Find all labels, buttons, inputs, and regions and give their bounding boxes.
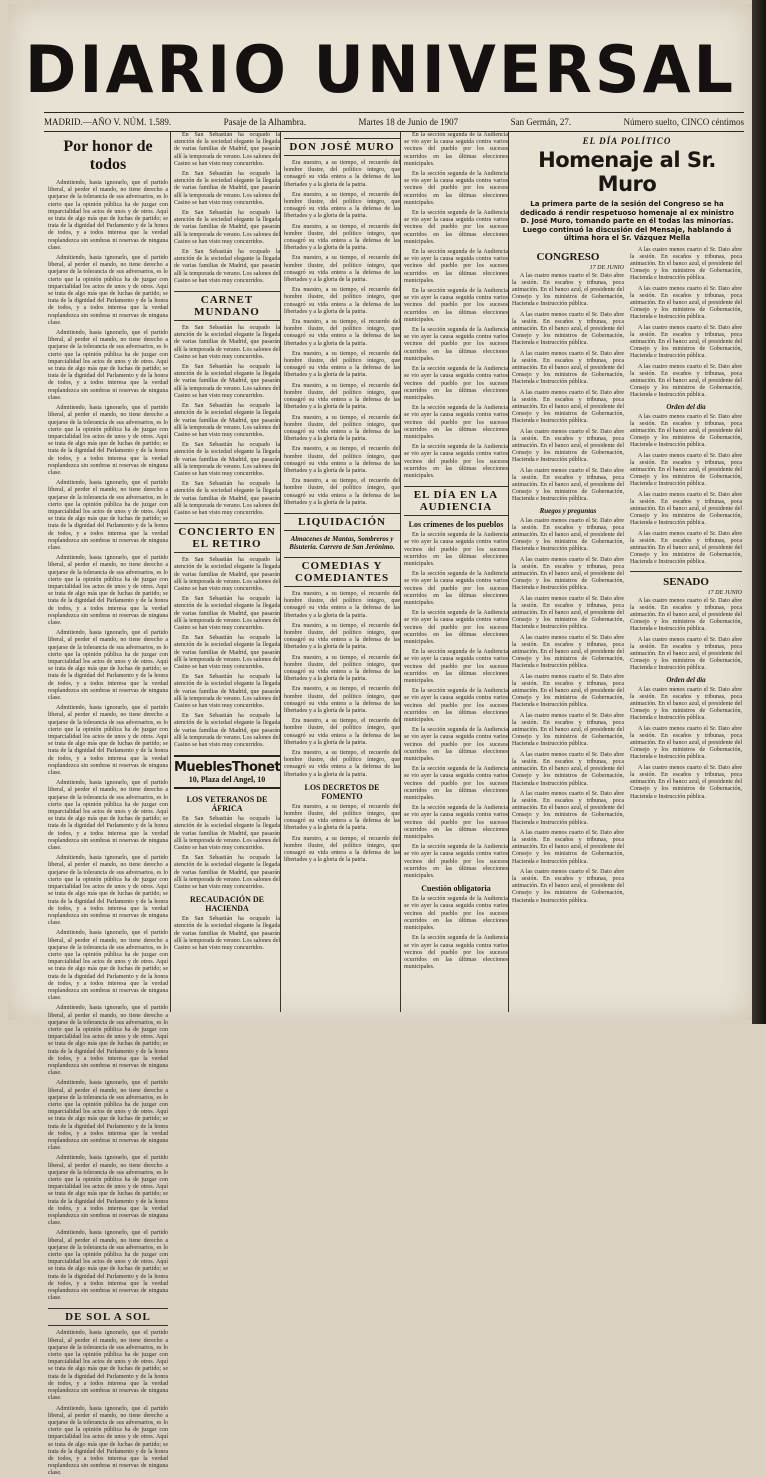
article-body: Era nuestro, a su tiempo, el recuerdo del hombre ilustre, del político íntegro, que consagró su vida entera a la defensa de las libertades y a la gloria de la patria.	[284, 223, 400, 252]
article-body: En la sección segunda de la Audiencia se vio ayer la causa seguida contra varios vecinos del pueblo por los sucesos ocurridos en las últimas elecciones municipales.	[404, 649, 508, 684]
article-body: A las cuatro menos cuarto el Sr. Dato abre la sesión. En escaños y tribunas, poca animación. En el banco azul, el presidente del Consejo y los ministros de Gobernación, Hacienda e Instrucción pública.	[630, 285, 742, 321]
subsection-title: Los crímenes de los pueblos	[408, 520, 504, 530]
section-title: LOS DECRETOS DE FOMENTO	[304, 782, 380, 801]
section-date: 17 DE JUNIO	[589, 264, 624, 271]
article-body: A las cuatro menos cuarto el Sr. Dato abre la sesión. En escaños y tribunas, poca animación. En el banco azul, el presidente del Consejo y los ministros de Gobernación, Hacienda e Instrucción pública.	[512, 272, 624, 308]
article-body: Era nuestro, a su tiempo, el recuerdo del hombre ilustre, del político íntegro, que consagró su vida entera a la defensa de las libertades y a la gloria de la patria.	[284, 803, 400, 832]
column-5	[512, 132, 742, 1007]
article-body: A las cuatro menos cuarto el Sr. Dato abre la sesión. En escaños y tribunas, poca animación. En el banco azul, el presidente del Consejo y los ministros de Gobernación, Hacienda e Instrucción pública.	[512, 467, 624, 503]
article-body: En San Sebastián ha ocupado la atención de la sociedad elegante la llegada de varias familias de Madrid, que pasarán allí la temporada de verano. Los salones del Casino se han visto muy concurridos.	[174, 916, 280, 952]
article-body: Admitiendo, hasta ignorarlo, que el partido liberal, al perder el mando, no tiene derecho a quejarse de la tolerancia de sus adversarios, es lo cierto que la opinión pública ha de juzgar con imparcialidad los actos de unos y de otros. Aquí se trata de algo más que de luchas de partido; se trata de la dignidad del Parlamento y de la honra de todos, y a todos interesa que la verdad resplandezca sin sombras ni reservas de ninguna clase.	[48, 180, 168, 251]
article-body: Era nuestro, a su tiempo, el recuerdo del hombre ilustre, del político íntegro, que consagró su vida entera a la defensa de las libertades y a la gloria de la patria.	[284, 835, 400, 864]
article-body: A las cuatro menos cuarto el Sr. Dato abre la sesión. En escaños y tribunas, poca animación. En el banco azul, el presidente del Consejo y los ministros de Gobernación, Hacienda e Instrucción pública.	[512, 712, 624, 748]
section-kicker: EL DÍA POLÍTICO	[582, 136, 672, 146]
issue-date: Martes 18 de Junio de 1907	[358, 117, 459, 127]
article-body: Era nuestro, a su tiempo, el recuerdo del hombre ilustre, del político íntegro, que consagró su vida entera a la defensa de las libertades y a la gloria de la patria.	[284, 414, 400, 443]
article-body: Admitiendo, hasta ignorarlo, que el partido liberal, al perder el mando, no tiene derecho a quejarse de la tolerancia de sus adversarios, es lo cierto que la opinión pública ha de juzgar con imparcialidad los actos de unos y de otros. Aquí se trata de algo más que de luchas de partido; se trata de la dignidad del Parlamento y de la honra de todos, y a todos interesa que la verdad resplandezca sin sombras ni reservas de ninguna clase.	[48, 1080, 168, 1152]
subsection-title: Orden del día	[666, 402, 706, 411]
price: Número suelto, CINCO céntimos	[623, 117, 744, 127]
article-body: Admitiendo, hasta ignorarlo, que el partido liberal, al perder el mando, no tiene derecho a quejarse de la tolerancia de sus adversarios, es lo cierto que la opinión pública ha de juzgar con imparcialidad los actos de unos y de otros. Aquí se trata de algo más que de luchas de partido; se trata de la dignidad del Parlamento y de la honra de todos, y a todos interesa que la verdad resplandezca sin sombras ni reservas de ninguna clase.	[48, 1230, 168, 1302]
article-body: Era nuestro, a su tiempo, el recuerdo del hombre ilustre, del político íntegro, que consagró su vida entera a la defensa de las libertades y a la gloria de la patria.	[284, 654, 400, 683]
column-2	[174, 132, 280, 1007]
article-body: A las cuatro menos cuarto el Sr. Dato abre la sesión. En escaños y tribunas, poca animación. En el banco azul, el presidente del Consejo y los ministros de Gobernación, Hacienda e Instrucción pública.	[512, 428, 624, 464]
article-body: En la sección segunda de la Audiencia se vio ayer la causa seguida contra varios vecinos del pueblo por los sucesos ocurridos en las últimas elecciones municipales.	[404, 405, 508, 440]
article-body: Admitiendo, hasta ignorarlo, que el partido liberal, al perder el mando, no tiene derecho a quejarse de la tolerancia de sus adversarios, es lo cierto que la opinión pública ha de juzgar con imparcialidad los actos de unos y de otros. Aquí se trata de algo más que de luchas de partido; se trata de la dignidad del Parlamento y de la honra de todos, y a todos interesa que la verdad resplandezca sin sombras ni reservas de ninguna clase.	[48, 630, 168, 702]
article-body: En la sección segunda de la Audiencia se vio ayer la causa seguida contra varios vecinos del pueblo por los sucesos ocurridos en las últimas elecciones municipales.	[404, 727, 508, 763]
section-title: LOS VETERANOS DE ÁFRICA	[186, 795, 268, 814]
article-body: En San Sebastián ha ocupado la atención de la sociedad elegante la llegada de varias familias de Madrid, que pasarán allí la temporada de verano. Los salones del Casino se han visto muy concurridos.	[174, 481, 280, 516]
article-body: Admitiendo, hasta ignorarlo, que el partido liberal, al perder el mando, no tiene derecho a quejarse de la tolerancia de sus adversarios, es lo cierto que la opinión pública ha de juzgar con imparcialidad los actos de unos y de otros. Aquí se trata de algo más que de luchas de partido; se trata de la dignidad del Parlamento y de la honra de todos, y a todos interesa que la verdad resplandezca sin sombras ni reservas de ninguna clase.	[48, 1405, 168, 1477]
article-body: A las cuatro menos cuarto el Sr. Dato abre la sesión. En escaños y tribunas, poca animación. En el banco azul, el presidente del Consejo y los ministros de Gobernación, Hacienda e Instrucción pública.	[512, 868, 624, 904]
section-title: EL DÍA EN LA AUDIENCIA	[404, 486, 508, 516]
article-body: En San Sebastián ha ocupado la atención de la sociedad elegante la llegada de varias familias de Madrid, que pasarán allí la temporada de verano. Los salones del Casino se han visto muy concurridos.	[174, 557, 280, 592]
article-body: Era nuestro, a su tiempo, el recuerdo del hombre ilustre, del político íntegro, que consagró su vida entera a la defensa de las libertades y a la gloria de la patria.	[284, 478, 400, 506]
divider	[630, 571, 742, 572]
article-body: En la sección segunda de la Audiencia se vio ayer la causa seguida contra varios vecinos del pueblo por los sucesos ocurridos en las últimas elecciones municipales.	[404, 844, 508, 880]
section-title: DON JOSÉ MURO	[284, 138, 400, 156]
article-body: En la sección segunda de la Audiencia se vio ayer la causa seguida contra varios vecinos del pueblo por los sucesos ocurridos en las últimas elecciones municipales.	[404, 805, 508, 841]
article-body: En la sección segunda de la Audiencia se vio ayer la causa seguida contra varios vecinos del pueblo por los sucesos ocurridos en las últimas elecciones municipales.	[404, 210, 508, 245]
article-body: En San Sebastián ha ocupado la atención de la sociedad elegante la llegada de varias familias de Madrid, que pasarán allí la temporada de verano. Los salones del Casino se han visto muy concurridos.	[174, 249, 280, 284]
headline-deck: La primera parte de la sesión del Congreso se ha dedicado á rendir respetuoso homenaje al ex ministro D. José Muro, tomando parte en él todas las minorías. Luego continuó la discusión del Mensaje, hablando á última hora el Sr. Vázquez Mella	[520, 200, 734, 242]
article-body: Era nuestro, a su tiempo, el recuerdo del hombre ilustre, del político íntegro, que consagró su vida entera a la defensa de las libertades y a la gloria de la patria.	[284, 686, 400, 714]
article-body: A las cuatro menos cuarto el Sr. Dato abre la sesión. En escaños y tribunas, poca animación. En el banco azul, el presidente del Consejo y los ministros de Gobernación, Hacienda e Instrucción pública.	[512, 673, 624, 709]
article-body: A las cuatro menos cuarto el Sr. Dato abre la sesión. En escaños y tribunas, poca animación. En el banco azul, el presidente del Consejo y los ministros de Gobernación, Hacienda e Instrucción pública.	[630, 597, 742, 633]
subsection-title: SENADO	[663, 575, 709, 588]
subcolumn-right	[630, 247, 742, 908]
article-body: A las cuatro menos cuarto el Sr. Dato abre la sesión. En escaños y tribunas, poca animación. En el banco azul, el presidente del Consejo y los ministros de Gobernación, Hacienda e Instrucción pública.	[630, 491, 742, 527]
issue-number: MADRID.—AÑO V. NÚM. 1.589.	[44, 117, 172, 127]
newspaper-page	[8, 4, 753, 1477]
article-body: En la sección segunda de la Audiencia se vio ayer la causa seguida contra varios vecinos del pueblo por los sucesos ocurridos en las últimas elecciones municipales.	[404, 327, 508, 362]
article-body: Era nuestro, a su tiempo, el recuerdo del hombre ilustre, del político íntegro, que consagró su vida entera a la defensa de las libertades y a la gloria de la patria.	[284, 319, 400, 347]
article-body: Era nuestro, a su tiempo, el recuerdo del hombre ilustre, del político íntegro, que consagró su vida entera a la defensa de las libertades y a la gloria de la patria.	[284, 622, 400, 651]
article-body: En la sección segunda de la Audiencia se vio ayer la causa seguida contra varios vecinos del pueblo por los sucesos ocurridos en las últimas elecciones municipales.	[404, 288, 508, 323]
article-body: Era nuestro, a su tiempo, el recuerdo del hombre ilustre, del político íntegro, que consagró su vida entera a la defensa de las libertades y a la gloria de la patria.	[284, 590, 400, 619]
article-body: Admitiendo, hasta ignorarlo, que el partido liberal, al perder el mando, no tiene derecho a quejarse de la tolerancia de sus adversarios, es lo cierto que la opinión pública ha de juzgar con imparcialidad los actos de unos y de otros. Aquí se trata de algo más que de luchas de partido; se trata de la dignidad del Parlamento y de la honra de todos, y a todos interesa que la verdad resplandezca sin sombras ni reservas de ninguna clase.	[48, 1330, 168, 1402]
book-spine	[752, 0, 766, 1024]
advertisement-thonet	[174, 755, 280, 789]
article-body: Admitiendo, hasta ignorarlo, que el partido liberal, al perder el mando, no tiene derecho a quejarse de la tolerancia de sus adversarios, es lo cierto que la opinión pública ha de juzgar con imparcialidad los actos de unos y de otros. Aquí se trata de algo más que de luchas de partido; se trata de la dignidad del Parlamento y de la honra de todos, y a todos interesa que la verdad resplandezca sin sombras ni reservas de ninguna clase.	[48, 1005, 168, 1077]
article-body: En la sección segunda de la Audiencia se vio ayer la causa seguida contra varios vecinos del pueblo por los sucesos ocurridos en las últimas elecciones municipales.	[404, 766, 508, 802]
article-body: En San Sebastián ha ocupado la atención de la sociedad elegante la llegada de varias familias de Madrid, que pasarán allí la temporada de verano. Los salones del Casino se han visto muy concurridos.	[174, 364, 280, 399]
article-body: Era nuestro, a su tiempo, el recuerdo del hombre ilustre, del político íntegro, que consagró su vida entera a la defensa de las libertades y a la gloria de la patria.	[284, 191, 400, 220]
article-body: A las cuatro menos cuarto el Sr. Dato abre la sesión. En escaños y tribunas, poca animación. En el banco azul, el presidente del Consejo y los ministros de Gobernación, Hacienda e Instrucción pública.	[630, 764, 742, 800]
subsection-title: Orden del día	[666, 675, 706, 684]
article-body: A las cuatro menos cuarto el Sr. Dato abre la sesión. En escaños y tribunas, poca animación. En el banco azul, el presidente del Consejo y los ministros de Gobernación, Hacienda e Instrucción pública.	[512, 751, 624, 787]
address-left: Pasaje de la Alhambra.	[223, 117, 307, 127]
article-body: En la sección segunda de la Audiencia se vio ayer la causa seguida contra varios vecinos del pueblo por los sucesos ocurridos en las últimas elecciones municipales.	[404, 532, 508, 567]
section-title: LIQUIDACIÓN	[284, 513, 400, 531]
section-title: COMEDIAS Y COMEDIANTES	[284, 557, 400, 587]
article-body: A las cuatro menos cuarto el Sr. Dato abre la sesión. En escaños y tribunas, poca animación. En el banco azul, el presidente del Consejo y los ministros de Gobernación, Hacienda e Instrucción pública.	[512, 389, 624, 425]
article-body: Admitiendo, hasta ignorarlo, que el partido liberal, al perder el mando, no tiene derecho a quejarse de la tolerancia de sus adversarios, es lo cierto que la opinión pública ha de juzgar con imparcialidad los actos de unos y de otros. Aquí se trata de algo más que de luchas de partido; se trata de la dignidad del Parlamento y de la honra de todos, y a todos interesa que la verdad resplandezca sin sombras ni reservas de ninguna clase.	[48, 255, 168, 326]
article-body: En la sección segunda de la Audiencia se vio ayer la causa seguida contra varios vecinos del pueblo por los sucesos ocurridos en las últimas elecciones municipales.	[404, 366, 508, 401]
article-body: Era nuestro, a su tiempo, el recuerdo del hombre ilustre, del político íntegro, que consagró su vida entera a la defensa de las libertades y a la gloria de la patria.	[284, 446, 400, 474]
article-body: En San Sebastián ha ocupado la atención de la sociedad elegante la llegada de varias familias de Madrid, que pasarán allí la temporada de verano. Los salones del Casino se han visto muy concurridos.	[174, 132, 280, 167]
column-4	[404, 132, 508, 1007]
article-body: A las cuatro menos cuarto el Sr. Dato abre la sesión. En escaños y tribunas, poca animación. En el banco azul, el presidente del Consejo y los ministros de Gobernación, Hacienda e Instrucción pública.	[630, 725, 742, 761]
section-title: CONCIERTO EN EL RETIRO	[174, 523, 280, 553]
article-body: En San Sebastián ha ocupado la atención de la sociedad elegante la llegada de varias familias de Madrid, que pasarán allí la temporada de verano. Los salones del Casino se han visto muy concurridos.	[174, 403, 280, 438]
section-date: 17 DE JUNIO	[707, 589, 742, 596]
article-body: Era nuestro, a su tiempo, el recuerdo del hombre ilustre, del político íntegro, que consagró su vida entera a la defensa de las libertades y a la gloria de la patria.	[284, 750, 400, 778]
article-body: Era nuestro, a su tiempo, el recuerdo del hombre ilustre, del político íntegro, que consagró su vida entera a la defensa de las libertades y a la gloria de la patria.	[284, 287, 400, 315]
article-body: En San Sebastián ha ocupado la atención de la sociedad elegante la llegada de varias familias de Madrid, que pasarán allí la temporada de verano. Los salones del Casino se han visto muy concurridos.	[174, 816, 280, 852]
article-body: A las cuatro menos cuarto el Sr. Dato abre la sesión. En escaños y tribunas, poca animación. En el banco azul, el presidente del Consejo y los ministros de Gobernación, Hacienda e Instrucción pública.	[512, 790, 624, 826]
article-body: Era nuestro, a su tiempo, el recuerdo del hombre ilustre, del político íntegro, que consagró su vida entera a la defensa de las libertades y a la gloria de la patria.	[284, 350, 400, 379]
article-body: A las cuatro menos cuarto el Sr. Dato abre la sesión. En escaños y tribunas, poca animación. En el banco azul, el presidente del Consejo y los ministros de Gobernación, Hacienda e Instrucción pública.	[630, 413, 742, 449]
ad-text: Almacenes de Mantas, Sombreros y Bisutería. Carrera de San Jerónimo.	[289, 534, 395, 551]
ad-name: MueblesThonet	[174, 760, 281, 776]
subsection-title: Ruegos y preguntas	[539, 506, 597, 515]
article-body: En la sección segunda de la Audiencia se vio ayer la causa seguida contra varios vecinos del pueblo por los sucesos ocurridos en las últimas elecciones municipales.	[404, 610, 508, 645]
article-body: En la sección segunda de la Audiencia se vio ayer la causa seguida contra varios vecinos del pueblo por los sucesos ocurridos en las últimas elecciones municipales.	[404, 896, 508, 932]
article-body: Admitiendo, hasta ignorarlo, que el partido liberal, al perder el mando, no tiene derecho a quejarse de la tolerancia de sus adversarios, es lo cierto que la opinión pública ha de juzgar con imparcialidad los actos de unos y de otros. Aquí se trata de algo más que de luchas de partido; se trata de la dignidad del Parlamento y de la honra de todos, y a todos interesa que la verdad resplandezca sin sombras ni reservas de ninguna clase.	[48, 780, 168, 852]
article-body: Era nuestro, a su tiempo, el recuerdo del hombre ilustre, del político íntegro, que consagró su vida entera a la defensa de las libertades y a la gloria de la patria.	[284, 255, 400, 284]
article-body: En la sección segunda de la Audiencia se vio ayer la causa seguida contra varios vecinos del pueblo por los sucesos ocurridos en las últimas elecciones municipales.	[404, 171, 508, 206]
article-body: A las cuatro menos cuarto el Sr. Dato abre la sesión. En escaños y tribunas, poca animación. En el banco azul, el presidente del Consejo y los ministros de Gobernación, Hacienda e Instrucción pública.	[630, 246, 742, 282]
column-rule	[508, 132, 509, 1012]
article-body: En la sección segunda de la Audiencia se vio ayer la causa seguida contra varios vecinos del pueblo por los sucesos ocurridos en las últimas elecciones municipales.	[404, 688, 508, 724]
column-3	[284, 132, 400, 1007]
column-rule	[280, 132, 281, 1012]
article-body: Admitiendo, hasta ignorarlo, que el partido liberal, al perder el mando, no tiene derecho a quejarse de la tolerancia de sus adversarios, es lo cierto que la opinión pública ha de juzgar con imparcialidad los actos de unos y de otros. Aquí se trata de algo más que de luchas de partido; se trata de la dignidad del Parlamento y de la honra de todos, y a todos interesa que la verdad resplandezca sin sombras ni reservas de ninguna clase.	[48, 330, 168, 401]
article-body: En San Sebastián ha ocupado la atención de la sociedad elegante la llegada de varias familias de Madrid, que pasarán allí la temporada de verano. Los salones del Casino se han visto muy concurridos.	[174, 171, 280, 206]
subsection-title: CONGRESO	[536, 250, 600, 263]
article-body: A las cuatro menos cuarto el Sr. Dato abre la sesión. En escaños y tribunas, poca animación. En el banco azul, el presidente del Consejo y los ministros de Gobernación, Hacienda e Instrucción pública.	[630, 686, 742, 722]
dateline	[44, 112, 744, 132]
article-body: En la sección segunda de la Audiencia se vio ayer la causa seguida contra varios vecinos del pueblo por los sucesos ocurridos en las últimas elecciones municipales.	[404, 935, 508, 971]
article-body: A las cuatro menos cuarto el Sr. Dato abre la sesión. En escaños y tribunas, poca animación. En el banco azul, el presidente del Consejo y los ministros de Gobernación, Hacienda e Instrucción pública.	[512, 595, 624, 631]
article-body: En San Sebastián ha ocupado la atención de la sociedad elegante la llegada de varias familias de Madrid, que pasarán allí la temporada de verano. Los salones del Casino se han visto muy concurridos.	[174, 325, 280, 360]
article-body: Admitiendo, hasta ignorarlo, que el partido liberal, al perder el mando, no tiene derecho a quejarse de la tolerancia de sus adversarios, es lo cierto que la opinión pública ha de juzgar con imparcialidad los actos de unos y de otros. Aquí se trata de algo más que de luchas de partido; se trata de la dignidad del Parlamento y de la honra de todos, y a todos interesa que la verdad resplandezca sin sombras ni reservas de ninguna clase.	[48, 1155, 168, 1227]
article-body: A las cuatro menos cuarto el Sr. Dato abre la sesión. En escaños y tribunas, poca animación. En el banco azul, el presidente del Consejo y los ministros de Gobernación, Hacienda e Instrucción pública.	[512, 556, 624, 592]
article-title: Por honor de todos	[63, 138, 153, 173]
article-body: Admitiendo, hasta ignorarlo, que el partido liberal, al perder el mando, no tiene derecho a quejarse de la tolerancia de sus adversarios, es lo cierto que la opinión pública ha de juzgar con imparcialidad los actos de unos y de otros. Aquí se trata de algo más que de luchas de partido; se trata de la dignidad del Parlamento y de la honra de todos, y a todos interesa que la verdad resplandezca sin sombras ni reservas de ninguna clase.	[48, 855, 168, 927]
article-body: Era nuestro, a su tiempo, el recuerdo del hombre ilustre, del político íntegro, que consagró su vida entera a la defensa de las libertades y a la gloria de la patria.	[284, 718, 400, 746]
article-body: En San Sebastián ha ocupado la atención de la sociedad elegante la llegada de varias familias de Madrid, que pasarán allí la temporada de verano. Los salones del Casino se han visto muy concurridos.	[174, 210, 280, 245]
column-1	[48, 132, 168, 1477]
article-body: A las cuatro menos cuarto el Sr. Dato abre la sesión. En escaños y tribunas, poca animación. En el banco azul, el presidente del Consejo y los ministros de Gobernación, Hacienda e Instrucción pública.	[512, 517, 624, 553]
article-body: En San Sebastián ha ocupado la atención de la sociedad elegante la llegada de varias familias de Madrid, que pasarán allí la temporada de verano. Los salones del Casino se han visto muy concurridos.	[174, 596, 280, 631]
article-body: En la sección segunda de la Audiencia se vio ayer la causa seguida contra varios vecinos del pueblo por los sucesos ocurridos en las últimas elecciones municipales.	[404, 571, 508, 606]
two-column-body	[512, 247, 742, 908]
main-headline: Homenaje al Sr. Muro	[538, 148, 716, 196]
article-body: En San Sebastián ha ocupado la atención de la sociedad elegante la llegada de varias familias de Madrid, que pasarán allí la temporada de verano. Los salones del Casino se han visto muy concurridos.	[174, 635, 280, 670]
article-body: Era nuestro, a su tiempo, el recuerdo del hombre ilustre, del político íntegro, que consagró su vida entera a la defensa de las libertades y a la gloria de la patria.	[284, 160, 400, 188]
article-body: Admitiendo, hasta ignorarlo, que el partido liberal, al perder el mando, no tiene derecho a quejarse de la tolerancia de sus adversarios, es lo cierto que la opinión pública ha de juzgar con imparcialidad los actos de unos y de otros. Aquí se trata de algo más que de luchas de partido; se trata de la dignidad del Parlamento y de la honra de todos, y a todos interesa que la verdad resplandezca sin sombras ni reservas de ninguna clase.	[48, 930, 168, 1002]
article-body: Admitiendo, hasta ignorarlo, que el partido liberal, al perder el mando, no tiene derecho a quejarse de la tolerancia de sus adversarios, es lo cierto que la opinión pública ha de juzgar con imparcialidad los actos de unos y de otros. Aquí se trata de algo más que de luchas de partido; se trata de la dignidad del Parlamento y de la honra de todos, y a todos interesa que la verdad resplandezca sin sombras ni reservas de ninguna clase.	[48, 480, 168, 551]
column-rule	[170, 132, 171, 1012]
article-body: A las cuatro menos cuarto el Sr. Dato abre la sesión. En escaños y tribunas, poca animación. En el banco azul, el presidente del Consejo y los ministros de Gobernación, Hacienda e Instrucción pública.	[630, 324, 742, 360]
article-body: A las cuatro menos cuarto el Sr. Dato abre la sesión. En escaños y tribunas, poca animación. En el banco azul, el presidente del Consejo y los ministros de Gobernación, Hacienda e Instrucción pública.	[512, 311, 624, 347]
article-body: En San Sebastián ha ocupado la atención de la sociedad elegante la llegada de varias familias de Madrid, que pasarán allí la temporada de verano. Los salones del Casino se han visto muy concurridos.	[174, 674, 280, 709]
article-body: Admitiendo, hasta ignorarlo, que el partido liberal, al perder el mando, no tiene derecho a quejarse de la tolerancia de sus adversarios, es lo cierto que la opinión pública ha de juzgar con imparcialidad los actos de unos y de otros. Aquí se trata de algo más que de luchas de partido; se trata de la dignidad del Parlamento y de la honra de todos, y a todos interesa que la verdad resplandezca sin sombras ni reservas de ninguna clase.	[48, 555, 168, 626]
article-body: En San Sebastián ha ocupado la atención de la sociedad elegante la llegada de varias familias de Madrid, que pasarán allí la temporada de verano. Los salones del Casino se han visto muy concurridos.	[174, 713, 280, 749]
address-right: San Germán, 27.	[510, 117, 572, 127]
article-body: Era nuestro, a su tiempo, el recuerdo del hombre ilustre, del político íntegro, que consagró su vida entera a la defensa de las libertades y a la gloria de la patria.	[284, 382, 400, 411]
article-body: A las cuatro menos cuarto el Sr. Dato abre la sesión. En escaños y tribunas, poca animación. En el banco azul, el presidente del Consejo y los ministros de Gobernación, Hacienda e Instrucción pública.	[512, 350, 624, 386]
article-body: A las cuatro menos cuarto el Sr. Dato abre la sesión. En escaños y tribunas, poca animación. En el banco azul, el presidente del Consejo y los ministros de Gobernación, Hacienda e Instrucción pública.	[630, 530, 742, 566]
ad-address: 10, Plaza del Angel, 10	[188, 775, 266, 785]
article-body: En la sección segunda de la Audiencia se vio ayer la causa seguida contra varios vecinos del pueblo por los sucesos ocurridos en las últimas elecciones municipales.	[404, 132, 508, 167]
section-title: RECAUDACIÓN DE HACIENDA	[189, 895, 264, 914]
section-title: DE SOL A SOL	[48, 1308, 168, 1326]
article-body: En la sección segunda de la Audiencia se vio ayer la causa seguida contra varios vecinos del pueblo por los sucesos ocurridos en las últimas elecciones municipales.	[404, 249, 508, 284]
article-body: Admitiendo, hasta ignorarlo, que el partido liberal, al perder el mando, no tiene derecho a quejarse de la tolerancia de sus adversarios, es lo cierto que la opinión pública ha de juzgar con imparcialidad los actos de unos y de otros. Aquí se trata de algo más que de luchas de partido; se trata de la dignidad del Parlamento y de la honra de todos, y a todos interesa que la verdad resplandezca sin sombras ni reservas de ninguna clase.	[48, 405, 168, 476]
column-rule	[400, 132, 401, 1012]
article-body: A las cuatro menos cuarto el Sr. Dato abre la sesión. En escaños y tribunas, poca animación. En el banco azul, el presidente del Consejo y los ministros de Gobernación, Hacienda e Instrucción pública.	[630, 363, 742, 399]
article-body: En San Sebastián ha ocupado la atención de la sociedad elegante la llegada de varias familias de Madrid, que pasarán allí la temporada de verano. Los salones del Casino se han visto muy concurridos.	[174, 442, 280, 477]
article-body: A las cuatro menos cuarto el Sr. Dato abre la sesión. En escaños y tribunas, poca animación. En el banco azul, el presidente del Consejo y los ministros de Gobernación, Hacienda e Instrucción pública.	[630, 452, 742, 488]
article-body: En San Sebastián ha ocupado la atención de la sociedad elegante la llegada de varias familias de Madrid, que pasarán allí la temporada de verano. Los salones del Casino se han visto muy concurridos.	[174, 855, 280, 891]
subsection-title: Cuestión obligatoria	[421, 884, 491, 894]
masthead-title: DIARIO UNIVERSAL	[24, 31, 737, 108]
subcolumn-left	[512, 247, 624, 908]
article-body: A las cuatro menos cuarto el Sr. Dato abre la sesión. En escaños y tribunas, poca animación. En el banco azul, el presidente del Consejo y los ministros de Gobernación, Hacienda e Instrucción pública.	[630, 636, 742, 672]
section-title: CARNET MUNDANO	[174, 291, 280, 321]
article-body: En la sección segunda de la Audiencia se vio ayer la causa seguida contra varios vecinos del pueblo por los sucesos ocurridos en las últimas elecciones municipales.	[404, 444, 508, 479]
article-body: A las cuatro menos cuarto el Sr. Dato abre la sesión. En escaños y tribunas, poca animación. En el banco azul, el presidente del Consejo y los ministros de Gobernación, Hacienda e Instrucción pública.	[512, 634, 624, 670]
article-body: A las cuatro menos cuarto el Sr. Dato abre la sesión. En escaños y tribunas, poca animación. En el banco azul, el presidente del Consejo y los ministros de Gobernación, Hacienda e Instrucción pública.	[512, 829, 624, 865]
article-body: Admitiendo, hasta ignorarlo, que el partido liberal, al perder el mando, no tiene derecho a quejarse de la tolerancia de sus adversarios, es lo cierto que la opinión pública ha de juzgar con imparcialidad los actos de unos y de otros. Aquí se trata de algo más que de luchas de partido; se trata de la dignidad del Parlamento y de la honra de todos, y a todos interesa que la verdad resplandezca sin sombras ni reservas de ninguna clase.	[48, 705, 168, 777]
